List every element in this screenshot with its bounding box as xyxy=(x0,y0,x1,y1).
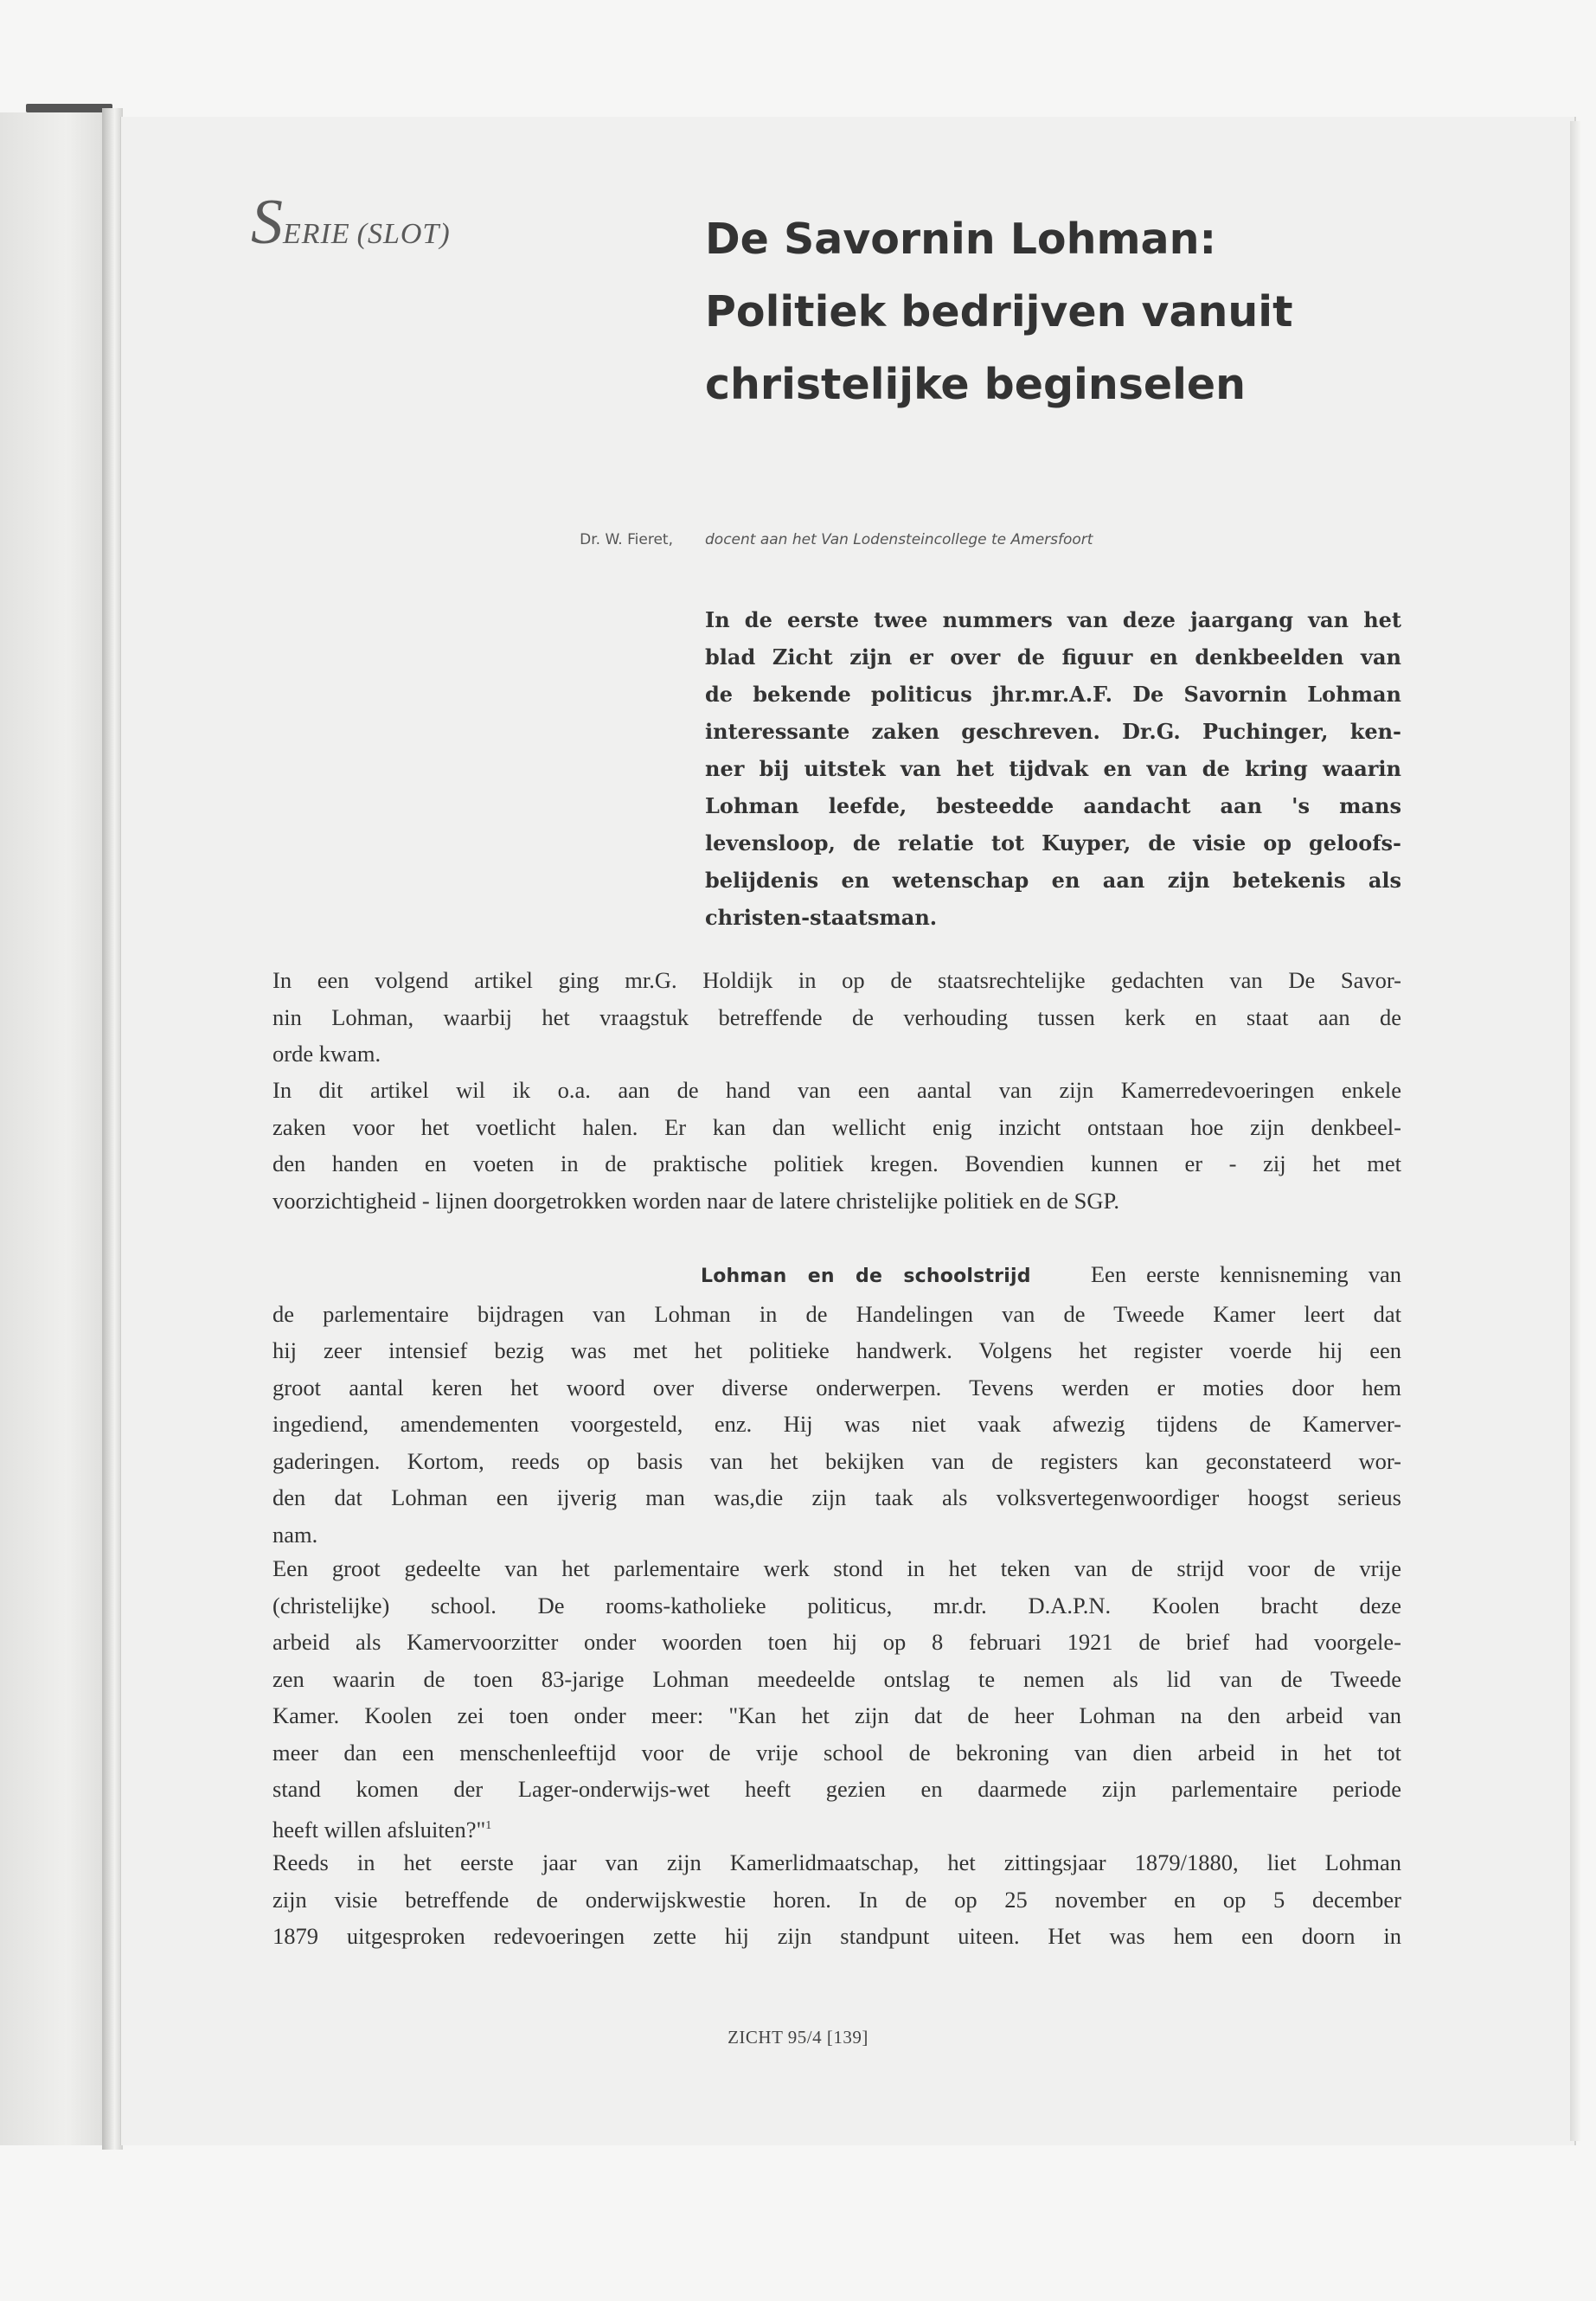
intro-line: Lohman leefde, besteedde aandacht aan 's mans xyxy=(705,793,1401,818)
body-paragraph xyxy=(272,962,1401,1073)
title-line: christelijke beginselen xyxy=(705,360,1247,409)
body-line-text: heeft willen afsluiten?" xyxy=(272,1816,486,1843)
intro-paragraph xyxy=(705,601,1401,936)
body-line: den handen en voeten in de praktische politiek kregen. Bovendien kunnen er - zij het met xyxy=(272,1150,1401,1176)
title-line: De Savornin Lohman: xyxy=(705,215,1217,264)
page-footer: ZICHT 95/4 [139] xyxy=(727,2027,869,2048)
section-schoolstrijd xyxy=(272,1256,1401,1553)
intro-line: ner bij uitstek van het tijdvak en van de kring waarin xyxy=(705,756,1401,781)
body-line: de parlementaire bijdragen van Lohman in de Handelingen van de Tweede Kamer leert dat xyxy=(272,1300,1401,1327)
series-initial: S xyxy=(251,187,283,258)
body-line: stand komen der Lager-onderwijs-wet heeft gezien en daarmede zijn parlementaire periode xyxy=(272,1776,1401,1802)
series-tag: (SLOT) xyxy=(356,218,451,250)
body-line: nam. xyxy=(272,1521,318,1548)
body-line: voorzichtigheid - lijnen doorgetrokken worden naar de latere christelijke politiek en de SGP. xyxy=(272,1187,1119,1214)
body-line: zen waarin de toen 83-jarige Lohman meedeelde ontslag te nemen als lid van de Tweede xyxy=(272,1665,1401,1692)
section-first-line xyxy=(272,1256,1401,1296)
page-edge xyxy=(1570,121,1580,2141)
article-title xyxy=(705,203,1414,421)
intro-line: In de eerste twee nummers van deze jaargang van het xyxy=(705,607,1401,632)
body-line-with-footnote xyxy=(272,1808,1401,1848)
body-line: Reeds in het eerste jaar van zijn Kamerlidmaatschap, het zittingsjaar 1879/1880, liet Lohman xyxy=(272,1849,1401,1875)
intro-line: interessante zaken geschreven. Dr.G. Puchinger, ken- xyxy=(705,719,1401,744)
section-first-line-text: Een eerste kennisneming van xyxy=(1090,1261,1402,1287)
author-name: Dr. W. Fieret, xyxy=(580,531,673,548)
intro-line: de bekende politicus jhr.mr.A.F. De Savornin Lohman xyxy=(705,682,1401,707)
body-line: (christelijke) school. De rooms-katholieke politicus, mr.dr. D.A.P.N. Koolen bracht deze xyxy=(272,1592,1401,1618)
intro-line: blad Zicht zijn er over de figuur en denkbeelden van xyxy=(705,644,1401,670)
body-line: In dit artikel wil ik o.a. aan de hand van een aantal van zijn Kamerredevoeringen enkele xyxy=(272,1077,1401,1103)
body-line: Een groot gedeelte van het parlementaire werk stond in het teken van de strijd voor de vrije xyxy=(272,1555,1401,1581)
intro-line: belijdenis en wetenschap en aan zijn betekenis als xyxy=(705,868,1401,893)
body-line: zaken voor het voetlicht halen. Er kan dan wellicht enig inzicht ontstaan hoe zijn denkbeel- xyxy=(272,1113,1401,1140)
title-line: Politiek bedrijven vanuit xyxy=(705,287,1293,336)
series-word: ERIE xyxy=(283,218,350,250)
section-heading: Lohman en de schoolstrijd xyxy=(701,1266,1031,1287)
body-line: meer dan een menschenleeftijd voor de vrije school de bekroning van dien arbeid in het tot xyxy=(272,1739,1401,1766)
spine-mark xyxy=(26,104,112,112)
body-line: zijn visie betreffende de onderwijskwestie horen. In de op 25 november en op 5 december xyxy=(272,1886,1401,1913)
body-line: In een volgend artikel ging mr.G. Holdijk in op de staatsrechtelijke gedachten van De Savor- xyxy=(272,967,1401,993)
body-line: nin Lohman, waarbij het vraagstuk betreffende de verhouding tussen kerk en staat aan de xyxy=(272,1003,1401,1030)
body-line: arbeid als Kamervoorzitter onder woorden toen hij op 8 februari 1921 de brief had voorgele- xyxy=(272,1629,1401,1655)
footnote-ref: 1 xyxy=(485,1818,492,1832)
body-line: gaderingen. Kortom, reeds op basis van het bekijken van de registers kan geconstateerd wor- xyxy=(272,1447,1401,1474)
body-line: groot aantal keren het woord over diverse onderwerpen. Tevens werden er moties door hem xyxy=(272,1374,1401,1400)
series-label xyxy=(251,186,451,260)
body-line: den dat Lohman een ijverig man was,die zijn taak als volksvertegenwoordiger hoogst serieus xyxy=(272,1484,1401,1510)
body-paragraph xyxy=(272,1550,1401,1848)
intro-line: christen-staatsman. xyxy=(705,905,938,930)
body-paragraph xyxy=(272,1072,1401,1219)
body-paragraph xyxy=(272,1844,1401,1955)
body-line: orde kwam. xyxy=(272,1041,381,1067)
body-line: 1879 uitgesproken redevoeringen zette hij zijn standpunt uiteen. Het was hem een doorn in xyxy=(272,1923,1401,1949)
author-affiliation: docent aan het Van Lodensteincollege te Amersfoort xyxy=(705,531,1093,548)
body-line: hij zeer intensief bezig was met het politieke handwerk. Volgens het register voerde hij een xyxy=(272,1337,1401,1363)
body-line: Kamer. Koolen zei toen onder meer: "Kan het zijn dat de heer Lohman na den arbeid van xyxy=(272,1702,1401,1728)
intro-line: levensloop, de relatie tot Kuyper, de visie op geloofs- xyxy=(705,830,1401,856)
spine-edge xyxy=(102,108,123,2150)
body-line: ingediend, amendementen voorgesteld, enz. Hij was niet vaak afwezig tijdens de Kamerver- xyxy=(272,1411,1401,1437)
